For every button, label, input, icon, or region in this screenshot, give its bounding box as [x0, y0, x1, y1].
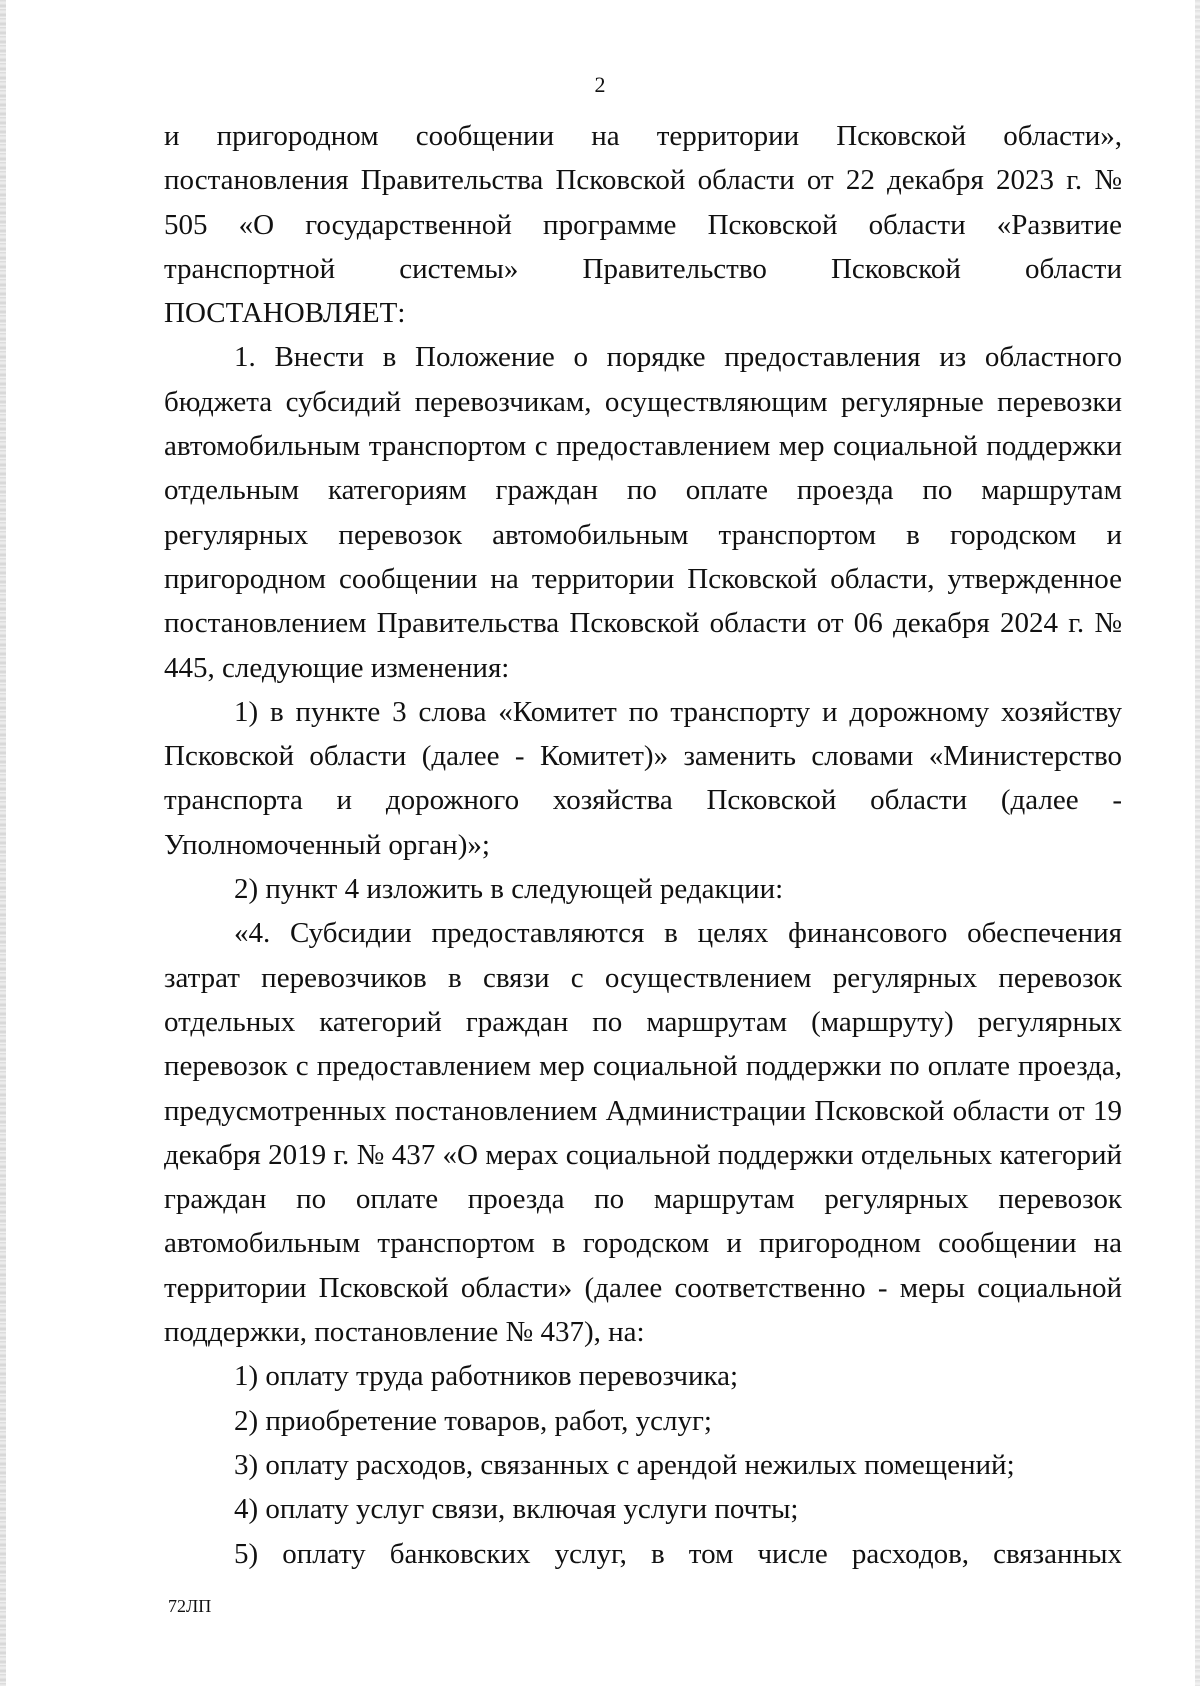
scan-edge-right: [1195, 0, 1200, 1686]
paragraph-subitem-1: 1) в пункте 3 слова «Комитет по транспорту и дорожному хозяйству Псковской области (далее - Комитет)» заменить словами «Министерство транспорта и дорожного хозяйства Псковской области (далее - Уполномоченный орган)»;: [164, 695, 1122, 861]
paragraph-subitem-2: 2) пункт 4 изложить в следующей редакции:: [234, 873, 784, 906]
list-item-communication: 4) оплату услуг связи, включая услуги почты;: [234, 1493, 799, 1526]
list-item-banking: 5) оплату банковских услуг, в том числе расходов, связанных: [234, 1537, 1122, 1570]
scan-edge-left: [0, 0, 6, 1686]
paragraph-item-1: 1. Внести в Положение о порядке предоставления из областного бюджета субсидий перевозчикам, осуществляющим регулярные перевозки автомобильным транспортом с предоставлением мер социальной поддержки отдельным категориям граждан по оплате проезда по маршрутам регулярных перевозок автомобильным транспортом в городском и пригородном сообщении на территории Псковской области, утвержденное постановлением Правительства Псковской области от 06 декабря 2024 г. № 445, следующие изменения:: [164, 341, 1122, 684]
footer-document-code: 72ЛП: [168, 1596, 212, 1616]
list-item-rent: 3) оплату расходов, связанных с арендой нежилых помещений;: [234, 1448, 1015, 1481]
page-number: 2: [594, 72, 606, 97]
list-item-goods: 2) приобретение товаров, работ, услуг;: [234, 1404, 712, 1437]
document-body: [164, 114, 1122, 1576]
paragraph-preamble-end: и пригородном сообщении на территории Псковской области», постановления Правительства Псковской области от 22 декабря 2023 г. № 505 «О государственной программе Псковской области «Развитие транспортной системы» Правительство Псковской области ПОСТАНОВЛЯЕТ:: [164, 120, 1122, 330]
paragraph-clause-4: «4. Субсидии предоставляются в целях финансового обеспечения затрат перевозчиков в связи с осуществлением регулярных перевозок отдельных категорий граждан по маршрутам (маршруту) регулярных перевозок с предоставлением мер социальной поддержки по оплате проезда, предусмотренных постановлением Администрации Псковской области от 19 декабря 2019 г. № 437 «О мерах социальной поддержки отдельных категорий граждан по оплате проезда по маршрутам регулярных перевозок автомобильным транспортом в городском и пригородном сообщении на территории Псковской области» (далее соответственно - меры социальной поддержки, постановление № 437), на:: [164, 917, 1122, 1349]
list-item-labor: 1) оплату труда работников перевозчика;: [234, 1360, 739, 1393]
